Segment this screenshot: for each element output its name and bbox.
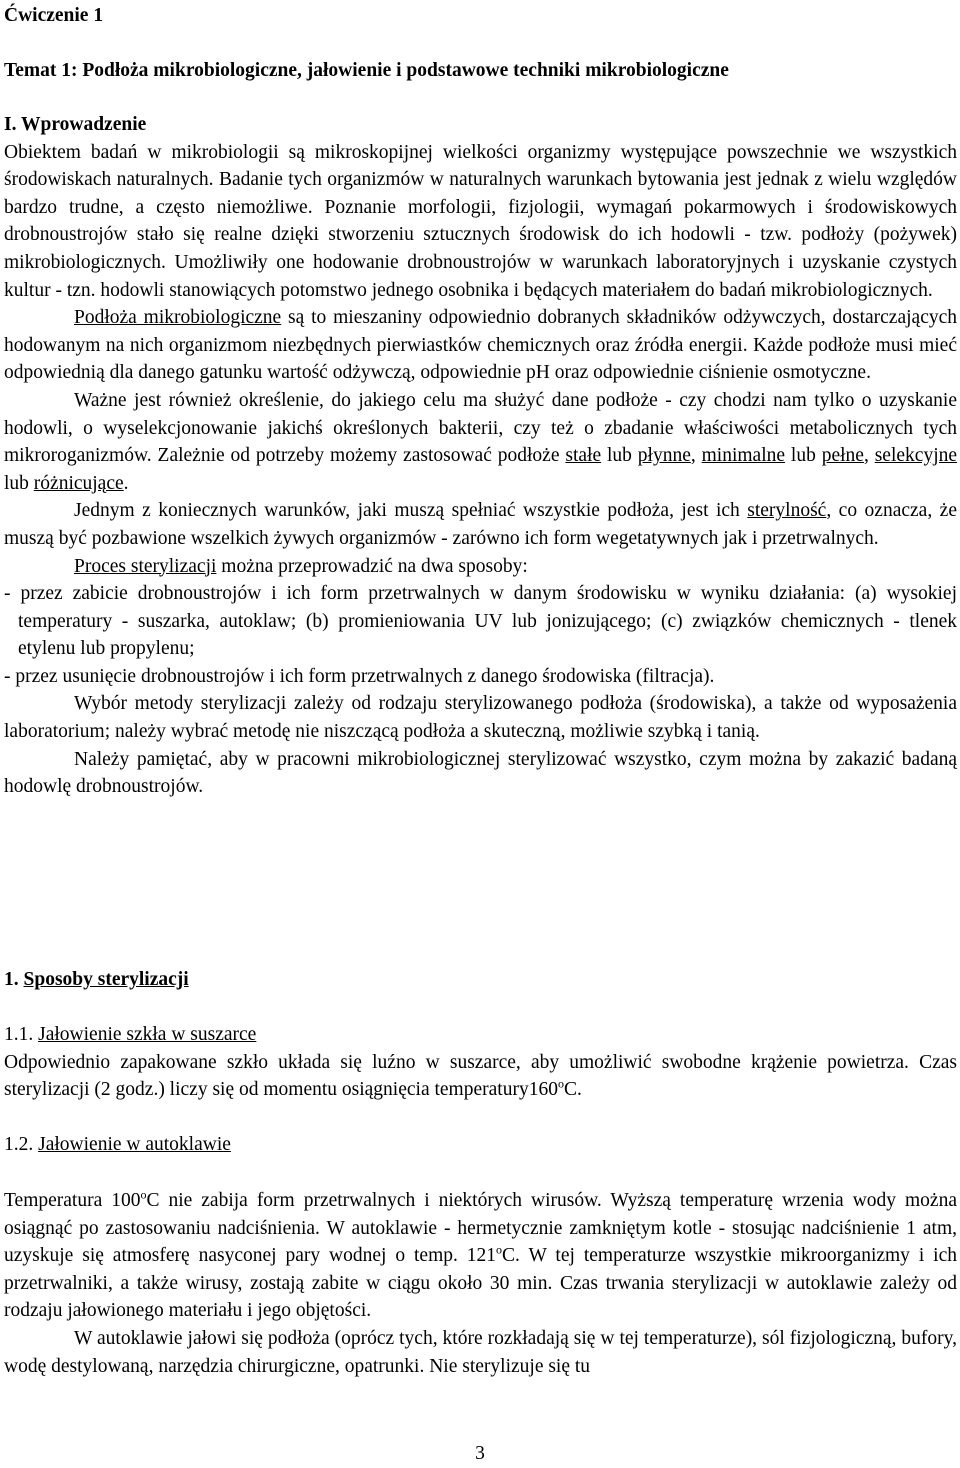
page-number: 3 [475, 1443, 485, 1464]
section-1-heading [4, 966, 189, 994]
intro-heading: I. Wprowadzenie [4, 114, 147, 135]
sep-text: , [690, 445, 702, 467]
term-selekcyjne: selekcyjne [874, 445, 958, 467]
intro-p2b-text: Każde podłoże musi mieć odpowiednią dla danego gatunku wartość odżywczą, odpowiednie pH oraz odpowiednie ciśnienie osmotyczne. [4, 334, 957, 384]
degree-superscript: o [496, 1242, 503, 1257]
intro-paragraph-7: Należy pamiętać, aby w pracowni mikrobiologicznej sterylizować wszystko, czym można by zakazić badaną hodowlę drobnoustrojów. [4, 748, 957, 798]
section-1-1-text: Odpowiednio zapakowane szkło układa się luźno w suszarce, aby umożliwić swobodne krążenie powietrza. Czas sterylizacji (2 godz.) liczy się od momentu osiągnięcia temperatury160 [4, 1051, 957, 1101]
list-item: - przez usunięcie drobnoustrojów i ich form przetrwalnych z danego środowiska (filtracja). [4, 665, 715, 687]
term-podloza: Podłoża mikrobiologiczne [74, 307, 282, 329]
term-proces: Proces sterylizacji [74, 555, 217, 577]
section-1-1-end: C. [563, 1079, 582, 1101]
intro-paragraph-1 [4, 139, 957, 305]
conj-text: lub [785, 445, 822, 467]
section-1-2-paragraph-2: W autoklawie jałowi się podłoża (oprócz tych, które rozkładają się w tej temperaturze), sól fizjologiczną, bufory, wodę destylowaną, narzędzia chirurgiczne, opatrunki. Nie sterylizuje się tu [4, 1327, 957, 1377]
sep-text: , [863, 445, 875, 467]
conj-text: lub [4, 472, 34, 494]
conj-text: lub [601, 445, 638, 467]
section-1-2-text-a: Temperatura 100 [4, 1190, 141, 1211]
section-1-1-number: 1.1. [4, 1024, 39, 1045]
intro-p4b-text: , co oznacza, że muszą być pozbawione wszelkich żywych organizmów - zarówno ich form wegetatywnych jak i przetrwalnych. [4, 500, 957, 549]
section-1-2-number: 1.2. [4, 1134, 39, 1155]
intro-p2a-text: są to mieszaniny odpowiednio dobranych składników odżywczych, dostarczających hodowanym na nich organizmom niezbędnych pierwiastków chemicznych oraz źródła energii. [4, 307, 957, 356]
intro-paragraph-4 [4, 497, 957, 552]
term-plynne: płynne [637, 445, 691, 467]
intro-p1-text: Obiektem badań w mikrobiologii są mikroskopijnej wielkości organizmy występujące powszechnie we wszystkich środowiskach naturalnych. [4, 141, 957, 191]
section-1-2-text-b: C nie zabija form przetrwalnych i niektórych wirusów. Wyższą temperaturę wrzenia wody można osiągnąć po zastosowaniu nadciśnienia. W autoklawie - hermetycznie zamkniętym kotle - stosując nadciśnienie 1 atm, uzyskuje się atmosferę nasyconej pary wodnej o temp. 121 [4, 1190, 957, 1267]
list-item: - przez zabicie drobnoustrojów i ich form przetrwalnych w danym środowisku w wyniku działania: (a) wysokiej temperatury - suszarka, autoklaw; (b) promieniowania UV lub jonizującego; (c) związków chemicznych - tlenek etylenu lub propylenu; [4, 583, 957, 660]
section-1-2-heading [4, 1131, 231, 1159]
intro-paragraph-3 [4, 387, 957, 497]
sep-text: . [123, 472, 129, 494]
section-1-1-paragraph [4, 1049, 957, 1104]
intro-paragraph-6: Wybór metody sterylizacji zależy od rodzaju sterylizowanego podłoża (środowiska), a także od wyposażenia laboratorium; należy wybrać metodę nie niszczącą podłoża a skuteczną, możliwie szybką i tanią. [4, 693, 957, 743]
intro-p5a-text: można przeprowadzić na dwa sposoby: [216, 555, 528, 577]
term-minimalne: minimalne [701, 445, 786, 467]
term-stale: stałe [565, 445, 602, 467]
section-1-1-title: Jałowienie szkła w suszarce [38, 1024, 257, 1045]
section-1-1-heading [4, 1021, 957, 1049]
intro-paragraph-2 [4, 304, 957, 387]
term-sterylnosc: sterylność [747, 500, 827, 522]
degree-superscript: o [140, 1187, 147, 1202]
intro-p3a-text: Ważne jest również określenie, do jakiego celu ma służyć dane podłoże - czy chodzi nam tylko o uzyskanie hodowli, o wyselekcjonowanie jakichś określonych bakterii, czy też o zbadanie właściwości metabolicznych tych mikroroganizmów. Zależnie od potrzeby możemy zastosować podłoże [4, 389, 957, 467]
term-pelne: pełne [821, 445, 864, 467]
exercise-title: Ćwiczenie 1 [4, 5, 104, 26]
introduction-section [4, 111, 957, 801]
section-1-2-paragraph-1 [4, 1187, 957, 1325]
section-1-number: 1. [4, 969, 24, 990]
intro-p1b-text: Badanie tych organizmów w naturalnych warunkach bytowania jest jednak z wielu względów bardzo trudne, a często niemożliwe. Poznanie morfologii, fizjologii, wymagań pokarmowych i środowiskowych drobnoustrojów stało się realne dzięki stworzeniu sztucznych środowisk do ich hodowli - tzw. podłoży (pożywek) mikrobiologicznych. Umożliwiły one hodowanie drobnoustrojów w warunkach laboratoryjnych i uzyskanie czystych kultur - tzn. hodowli stanowiących potomstwo jednego osobnika i będących materiałem do badań mikrobiologicznych. [4, 169, 958, 301]
section-1-2-text-c: C. W tej temperaturze wszystkie mikroorganizmy i ich przetrwalniki, a także wirusy, zostają zabite w ciągu około 30 min. Czas trwania sterylizacji w autoklawie zależy od rodzaju jałowionego materiału i jego objętości. [4, 1245, 957, 1322]
section-1-1 [4, 1021, 957, 1104]
intro-p4a-text: Jednym z koniecznych warunków, jaki muszą spełniać wszystkie podłoża, jest ich [74, 500, 748, 522]
term-roznicujace: różnicujące [33, 472, 124, 494]
section-1-title: Sposoby sterylizacji [23, 969, 189, 990]
topic-heading: Temat 1: Podłoża mikrobiologiczne, jałowienie i podstawowe techniki mikrobiologiczne [4, 60, 729, 81]
intro-paragraph-5 [4, 553, 957, 581]
section-1-2-title: Jałowienie w autoklawie [38, 1134, 231, 1155]
degree-superscript: o [557, 1076, 564, 1091]
section-1-2 [4, 1187, 957, 1380]
